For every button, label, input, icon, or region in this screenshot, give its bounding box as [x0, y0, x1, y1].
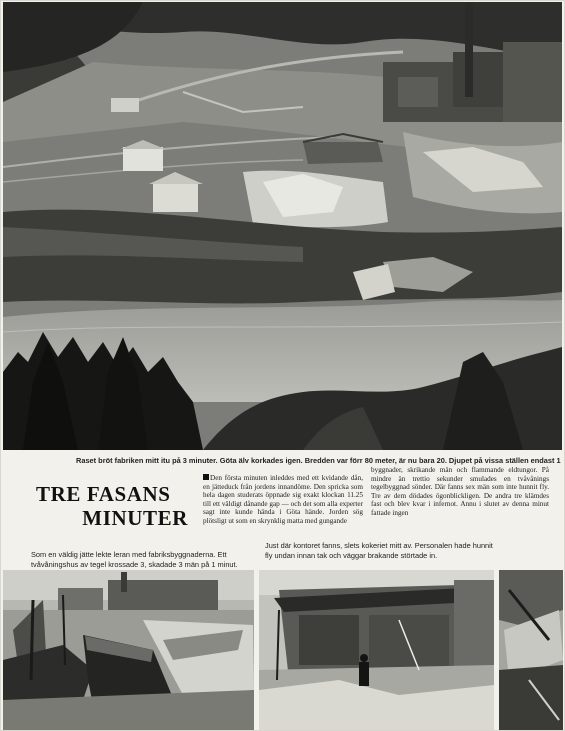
photo-sheared-boiler-house: [259, 570, 494, 730]
photo-collapsed-factory-buildings: [3, 570, 254, 730]
photo-debris-cropped: [499, 570, 563, 730]
main-photo-landslide-aerial: [3, 2, 562, 450]
article-column-1: [203, 474, 363, 526]
headline-line-1: TRE FASANS: [36, 482, 171, 506]
middle-photo-caption: Just där kontoret fanns, slets kokeriet mitt av. Personalen hade hunnit fly undan innan tak och väggar brakande störtade in.: [265, 541, 493, 560]
article-headline: [30, 482, 190, 530]
paragraph-start-square-icon: [203, 474, 209, 480]
article-column-1-text: Den första minuten inleddes med ett kvidande dån, en jätteduck från jordens innandöme. Den spricka som hela dagen studerats öppnade sig exakt klockan 11.25 till ett väldigt dånande gap — och det som alla experter sagt inte kunde hända i Göta hände. Jorden sög plötsligt ut som en skrynklig matta med gungande: [203, 474, 363, 525]
headline-line-2: MINUTER: [82, 506, 188, 530]
article-column-2: byggnader, skrikande män och flammande eldtungor. På mindre än trettio sekunder smulades en tvåvånings tegelbyggnad sönder. Där fanns sex män som inte hunnit fly. Tre av dem dödades ögonblickligen. De andra tre klämdes fast och blev kvar i infernot. Annu i slutet av denna minut fattade ingen: [371, 466, 549, 517]
left-photo-caption: Som en väldig jätte lekte leran med fabriksbyggnaderna. Ett tvåvåningshus av tegel krossade 3, skadade 3 män på 1 minut.: [31, 550, 238, 569]
main-photo-caption: Raset bröt fabriken mitt itu på 3 minuter. Göta älv korkades igen. Bredden var förr 80 meter, är nu bara 20. Djupet på vissa ställen endast 1: [76, 456, 561, 465]
